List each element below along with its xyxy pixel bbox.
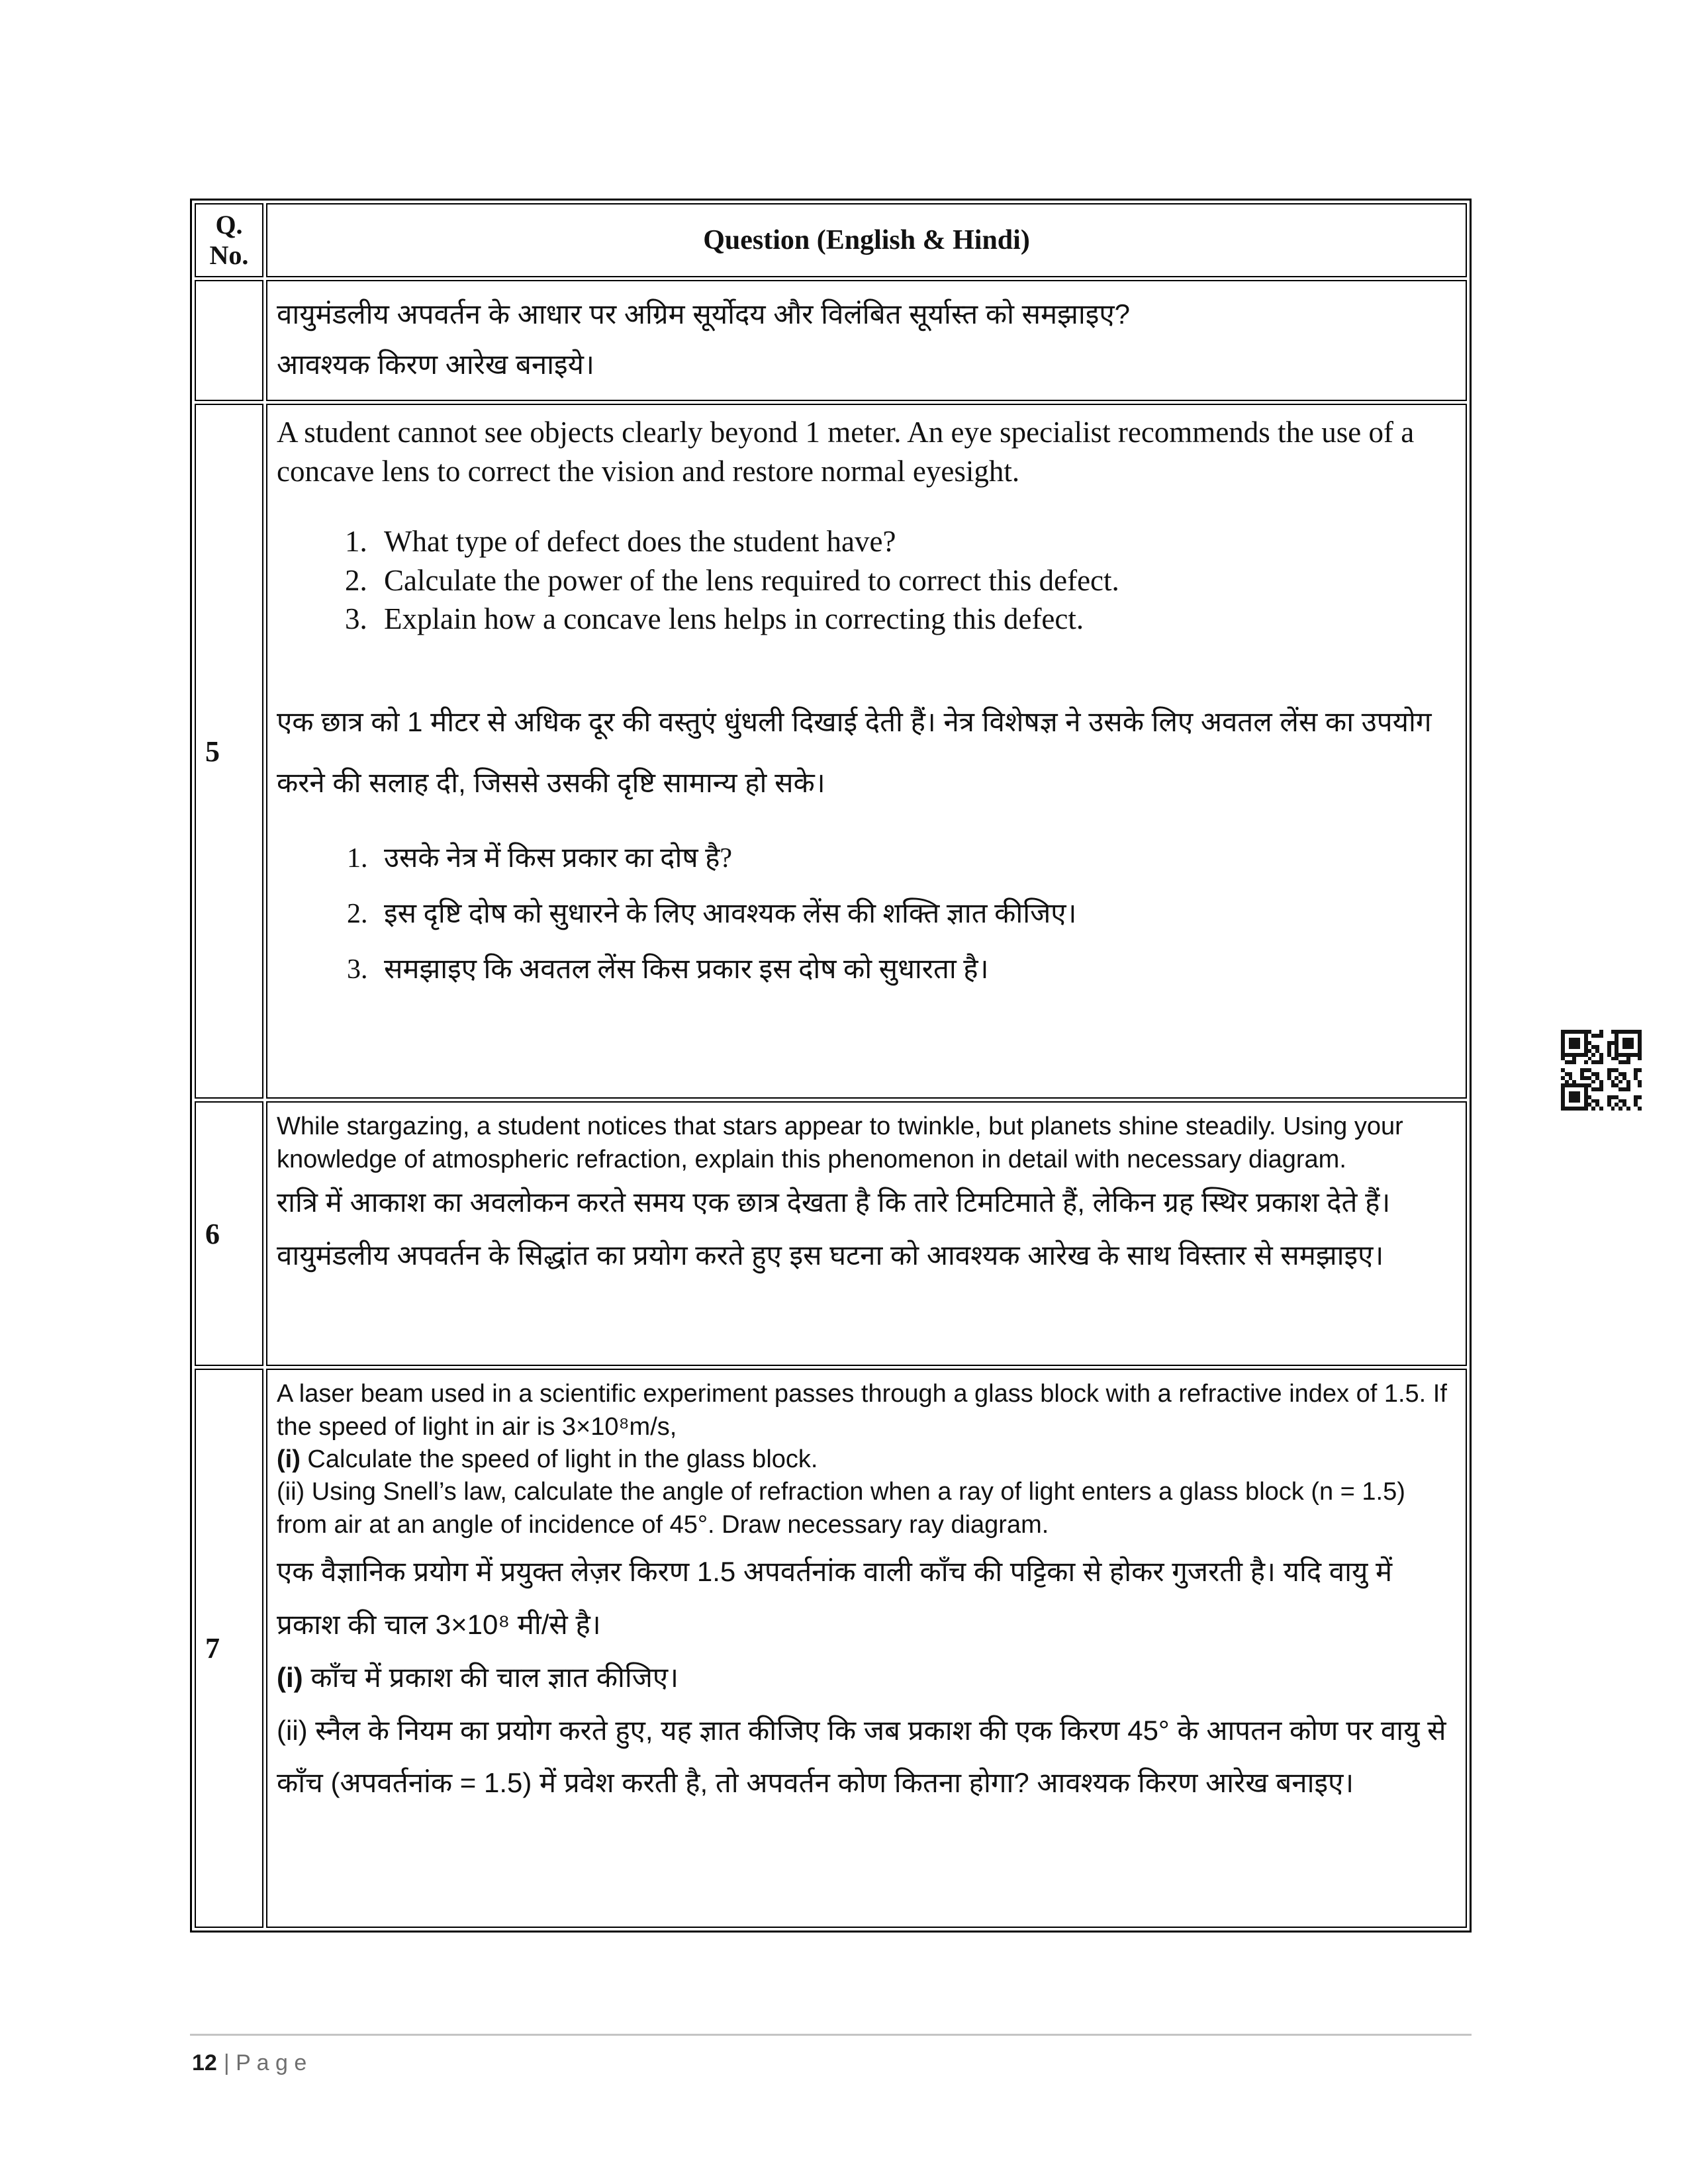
table-row [195, 1101, 1467, 1366]
qno-header-line1: Q. [215, 210, 243, 240]
qno-cell: 5 [195, 404, 263, 1099]
part-i-label: (i) [277, 1661, 303, 1693]
list-item: 2. Calculate the power of the lens required to correct this defect. [375, 561, 1454, 600]
table-row [195, 404, 1467, 1099]
page-number: 12 [192, 2050, 217, 2075]
question-text-english: A student cannot see objects clearly beyond 1 meter. An eye specialist recommends the use of a concave lens to correct the vision and restore normal eyesight. [277, 416, 1415, 488]
list-item: 3. समझाइए कि अवतल लेंस किस प्रकार इस दोष को सुधारता है। [375, 942, 1454, 997]
question-text-english: A laser beam used in a scientific experiment passes through a glass block with a refractive index of 1.5. If the speed of light in air is 3×10⁸m/s, [277, 1380, 1447, 1441]
table-header-row [195, 203, 1467, 277]
question-text-english [277, 1443, 1454, 1476]
footer-divider [190, 2034, 1472, 2036]
question-text-hindi: (ii) स्नैल के नियम का प्रयोग करते हुए, यह ज्ञात कीजिए कि जब प्रकाश की एक किरण 45° के आपतन कोण पर वायु से काँच (अपवर्तनांक = 1.5) में प्रवेश करती है, तो अपवर्तन कोण कितना होगा? आवश्यक किरण आरेख बनाइए। [277, 1714, 1446, 1799]
english-question-list [277, 522, 1454, 639]
table-row [195, 280, 1467, 401]
page-label: | P a g e [223, 2050, 307, 2075]
question-text-english: (ii) Using Snell’s law, calculate the angle of refraction when a ray of light enters a glass block (n = 1.5) from air at an angle of incidence of 45°. Draw necessary ray diagram. [277, 1478, 1405, 1539]
question-column-header: Question (English & Hindi) [266, 203, 1467, 277]
part-i-label: (i) [277, 1445, 301, 1473]
part-i-text: Calculate the speed of light in the glass block. [300, 1445, 818, 1473]
page-footer [192, 2050, 306, 2076]
table-row [195, 1369, 1467, 1928]
question-text-hindi: एक छात्र को 1 मीटर से अधिक दूर की वस्तुएं धुंधली दिखाई देती हैं। नेत्र विशेषज्ञ ने उसके लिए अवतल लेंस का उपयोग करने की सलाह दी, जिससे उसकी दृष्टि सामान्य हो सके। [277, 705, 1432, 799]
question-text-hindi: रात्रि में आकाश का अवलोकन करते समय एक छात्र देखता है कि तारे टिमटिमाते हैं, लेकिन ग्रह स्थिर प्रकाश देते हैं। वायुमंडलीय अपवर्तन के सिद्धांत का प्रयोग करते हुए इस घटना को आवश्यक आरेख के साथ विस्तार से समझाइए। [277, 1186, 1391, 1271]
question-cell [266, 1369, 1467, 1928]
list-item: 1. What type of defect does the student have? [375, 522, 1454, 561]
qno-column-header [195, 203, 263, 277]
question-text-hindi: वायुमंडलीय अपवर्तन के आधार पर अग्रिम सूर्योदय और विलंबित सूर्यास्त को समझाइए? [277, 298, 1130, 330]
part-i-text: काँच में प्रकाश की चाल ज्ञात कीजिए। [303, 1661, 679, 1693]
question-text-hindi: आवश्यक किरण आरेख बनाइये। [277, 348, 594, 380]
list-item: 2. इस दृष्टि दोष को सुधारने के लिए आवश्यक लेंस की शक्ति ज्ञात कीजिए। [375, 886, 1454, 942]
question-text-english: While stargazing, a student notices that stars appear to twinkle, but planets shine steadily. Using your knowledge of atmospheric refraction, explain this phenomenon in detail with necessary diagram. [277, 1113, 1403, 1173]
qno-cell: 6 [195, 1101, 263, 1366]
question-cell [266, 1101, 1467, 1366]
qno-header-line2: No. [209, 240, 249, 270]
list-item: 1. उसके नेत्र में किस प्रकार का दोष है? [375, 831, 1454, 886]
qno-cell [195, 280, 263, 401]
question-text-hindi: एक वैज्ञानिक प्रयोग में प्रयुक्त लेज़र किरण 1.5 अपवर्तनांक वाली काँच की पट्टिका से होकर गुजरती है। यदि वायु में प्रकाश की चाल 3×10⁸ मी/से है। [277, 1556, 1393, 1640]
hindi-question-list [277, 831, 1454, 997]
question-cell [266, 404, 1467, 1099]
list-item: 3. Explain how a concave lens helps in correcting this defect. [375, 600, 1454, 639]
qno-cell: 7 [195, 1369, 263, 1928]
question-text-hindi [277, 1651, 1454, 1704]
question-table [190, 199, 1472, 1933]
qr-code-icon [1561, 1030, 1642, 1111]
question-cell [266, 280, 1467, 401]
